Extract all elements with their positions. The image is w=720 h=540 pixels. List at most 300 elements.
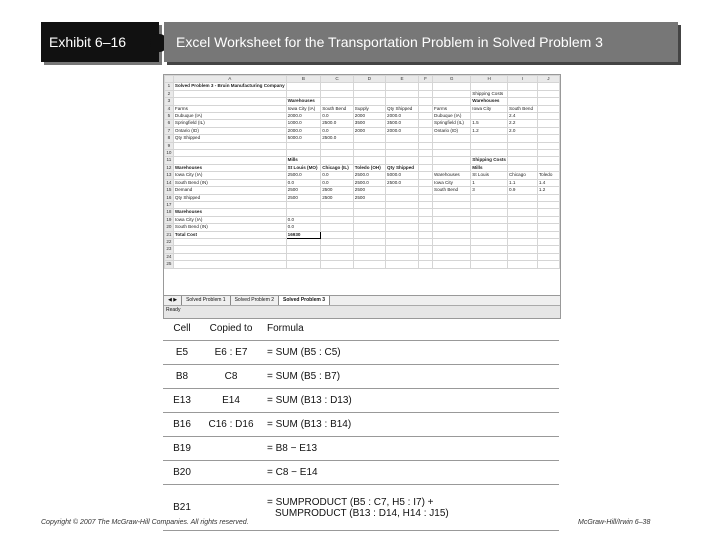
row-header[interactable]: 17 — [166, 201, 172, 207]
tab-nav-arrows[interactable]: ◀ ▶ — [164, 296, 182, 305]
sheet-cell[interactable] — [471, 209, 508, 216]
sheet-cell[interactable] — [418, 135, 432, 142]
sheet-cell[interactable]: Chicago — [507, 172, 537, 179]
sheet-cell[interactable] — [321, 150, 354, 157]
sheet-cell[interactable]: 2000.0 — [386, 127, 419, 134]
row-header[interactable]: 20 — [166, 224, 172, 230]
sheet-cell[interactable]: Iowa City — [471, 105, 508, 112]
sheet-cell[interactable] — [433, 261, 471, 268]
sheet-cell[interactable] — [418, 194, 432, 201]
column-header[interactable]: D — [353, 76, 385, 83]
sheet-cell[interactable] — [537, 142, 559, 149]
sheet-cell[interactable] — [173, 150, 286, 157]
sheet-cell[interactable] — [537, 209, 559, 216]
sheet-cell[interactable] — [507, 135, 537, 142]
sheet-cell[interactable]: Qty Shipped — [386, 164, 419, 171]
sheet-cell[interactable]: Shipping Costs — [472, 157, 506, 163]
sheet-cell[interactable] — [353, 224, 385, 231]
sheet-cell[interactable]: 2500.0 — [286, 172, 321, 179]
sheet-cell[interactable] — [321, 224, 354, 231]
sheet-cell[interactable] — [507, 261, 537, 268]
formula-copied-to — [201, 461, 261, 485]
sheet-cell[interactable]: Iowa City — [433, 179, 471, 186]
row-header[interactable]: 7 — [165, 127, 174, 134]
sheet-row — [165, 98, 560, 105]
column-header[interactable]: J — [537, 76, 559, 83]
sheet-cell[interactable] — [433, 216, 471, 223]
row-header[interactable]: 1 — [165, 83, 174, 90]
sheet-cell[interactable]: Warehouses — [433, 172, 471, 179]
sheet-cell[interactable] — [321, 209, 354, 216]
sheet-cell[interactable] — [418, 98, 432, 105]
sheet-cell[interactable] — [471, 224, 508, 231]
sheet-cell[interactable] — [537, 83, 559, 90]
sheet-cell[interactable] — [537, 164, 559, 171]
sheet-cell[interactable]: 2500 — [353, 194, 385, 201]
sheet-cell[interactable] — [537, 261, 559, 268]
sheet-cell[interactable]: 2500 — [321, 187, 354, 194]
sheet-cell[interactable] — [433, 246, 471, 253]
sheet-cell[interactable] — [286, 90, 321, 97]
sheet-cell[interactable] — [353, 98, 385, 105]
sheet-cell[interactable]: Iowa City (IA) — [173, 172, 286, 179]
sheet-cell[interactable]: Toledo (OH) — [353, 164, 385, 171]
sheet-cell[interactable] — [173, 98, 286, 105]
sheet-cell[interactable] — [386, 90, 419, 97]
sheet-cell[interactable] — [173, 157, 286, 164]
column-header[interactable]: B — [286, 76, 321, 83]
sheet-cell[interactable] — [471, 261, 508, 268]
sheet-cell[interactable]: 16930 — [286, 231, 321, 238]
sheet-cell[interactable] — [386, 98, 419, 105]
sheet-cell[interactable] — [353, 135, 385, 142]
sheet-cell[interactable]: 2.4 — [507, 113, 537, 120]
row-header[interactable]: 16 — [166, 194, 172, 200]
sheet-cell[interactable]: 2000.0 — [386, 113, 419, 120]
sheet-cell[interactable] — [386, 187, 419, 194]
sheet-cell[interactable] — [173, 142, 286, 149]
sheet-cell[interactable] — [321, 246, 354, 253]
sheet-cell[interactable]: South Bend (IN) — [173, 224, 286, 231]
sheet-cell[interactable]: 0.0 — [286, 179, 321, 186]
sheet-cell[interactable] — [418, 224, 432, 231]
sheet-cell[interactable] — [418, 142, 432, 149]
sheet-tab[interactable]: Solved Problem 1 — [182, 296, 230, 305]
row-header[interactable]: 3 — [165, 98, 174, 105]
row-header[interactable]: 9 — [165, 142, 174, 149]
sheet-cell[interactable] — [507, 157, 537, 164]
sheet-cell[interactable] — [537, 135, 559, 142]
row-header[interactable]: 2 — [165, 90, 174, 97]
sheet-cell[interactable] — [386, 209, 419, 216]
sheet-cell[interactable] — [386, 224, 419, 231]
sheet-cell[interactable]: Farms — [173, 105, 286, 112]
row-header[interactable]: 22 — [166, 238, 172, 244]
sheet-cell[interactable] — [507, 150, 537, 157]
row-header[interactable]: 18 — [166, 209, 172, 215]
sheet-cell[interactable] — [471, 253, 508, 260]
column-header[interactable]: F — [418, 76, 432, 83]
sheet-cell[interactable] — [433, 201, 471, 208]
sheet-cell[interactable]: 2500 — [321, 194, 354, 201]
column-header[interactable]: E — [386, 76, 419, 83]
sheet-cell[interactable] — [321, 253, 354, 260]
sheet-cell[interactable]: St Louis — [471, 172, 508, 179]
sheet-cell[interactable] — [433, 209, 471, 216]
sheet-cell[interactable]: 3500.0 — [386, 120, 419, 127]
sheet-cell[interactable]: 2000 — [353, 113, 385, 120]
sheet-cell[interactable] — [418, 201, 432, 208]
sheet-cell[interactable]: 3500 — [353, 120, 385, 127]
sheet-cell[interactable] — [321, 231, 354, 238]
sheet-cell[interactable]: Shipping Costs — [471, 90, 508, 97]
row-header[interactable]: 6 — [165, 120, 174, 127]
sheet-cell[interactable] — [418, 179, 432, 186]
sheet-cell[interactable]: 0.0 — [321, 179, 354, 186]
row-header[interactable]: 14 — [166, 179, 172, 185]
sheet-cell[interactable] — [471, 194, 508, 201]
sheet-cell[interactable] — [433, 238, 471, 245]
sheet-cell[interactable] — [537, 246, 559, 253]
sheet-cell[interactable]: 2500 — [286, 194, 321, 201]
sheet-cell[interactable] — [433, 83, 471, 90]
sheet-cell[interactable] — [173, 261, 286, 268]
sheet-cell[interactable] — [386, 194, 419, 201]
sheet-cell[interactable] — [471, 201, 508, 208]
sheet-cell[interactable]: 5000.0 — [286, 135, 321, 142]
sheet-cell[interactable] — [471, 135, 508, 142]
sheet-cell[interactable] — [537, 216, 559, 223]
sheet-cell[interactable]: 2500 — [286, 187, 321, 194]
sheet-cell[interactable] — [353, 231, 385, 238]
sheet-cell[interactable]: 0.0 — [321, 113, 354, 120]
sheet-cell[interactable] — [471, 83, 508, 90]
sheet-cell[interactable] — [173, 90, 286, 97]
sheet-cell[interactable]: 0.0 — [286, 216, 321, 223]
sheet-row — [165, 120, 560, 127]
sheet-cell[interactable] — [386, 150, 419, 157]
sheet-cell[interactable]: 1.2 — [471, 127, 508, 134]
sheet-tab-active[interactable]: Solved Problem 3 — [279, 296, 330, 305]
sheet-cell[interactable]: Chicago (IL) — [321, 164, 354, 171]
sheet-cell[interactable] — [507, 238, 537, 245]
sheet-cell[interactable]: 5000.0 — [386, 172, 419, 179]
sheet-cell[interactable] — [471, 142, 508, 149]
sheet-cell[interactable] — [418, 261, 432, 268]
sheet-cell[interactable] — [173, 201, 286, 208]
sheet-cell[interactable] — [418, 150, 432, 157]
sheet-cell[interactable] — [418, 187, 432, 194]
sheet-cell[interactable] — [321, 216, 354, 223]
row-header[interactable]: 10 — [166, 150, 172, 156]
sheet-cell[interactable]: Farms — [433, 105, 471, 112]
sheet-cell[interactable] — [386, 238, 419, 245]
sheet-cell[interactable]: 0.9 — [507, 187, 537, 194]
sheet-cell[interactable] — [418, 209, 432, 216]
sheet-cell[interactable]: 1000.0 — [286, 120, 321, 127]
sheet-cell[interactable] — [386, 83, 419, 90]
row-header[interactable]: 13 — [166, 172, 172, 178]
sheet-cell[interactable] — [433, 164, 471, 171]
sheet-cell[interactable]: Qty Shipped — [173, 194, 286, 201]
row-header[interactable]: 11 — [165, 157, 174, 164]
sheet-cell[interactable] — [471, 150, 508, 157]
sheet-cell[interactable]: 2000 — [353, 127, 385, 134]
sheet-cell[interactable] — [418, 113, 432, 120]
sheet-cell[interactable] — [173, 238, 286, 245]
sheet-row — [165, 83, 560, 90]
sheet-cell[interactable] — [507, 98, 537, 105]
sheet-cell[interactable] — [321, 157, 354, 164]
sheet-cell[interactable] — [353, 216, 385, 223]
sheet-cell[interactable] — [286, 209, 321, 216]
sheet-cell[interactable] — [418, 172, 432, 179]
sheet-cell[interactable]: 2500.0 — [386, 179, 419, 186]
sheet-cell[interactable] — [537, 113, 559, 120]
formula-line: = B8 − E13 — [267, 443, 318, 454]
sheet-cell[interactable]: 2.0 — [507, 127, 537, 134]
sheet-cell[interactable] — [433, 135, 471, 142]
row-header[interactable]: 23 — [166, 246, 172, 252]
column-header[interactable]: I — [507, 76, 537, 83]
sheet-cell[interactable] — [386, 231, 419, 238]
row-header[interactable]: 24 — [166, 253, 172, 259]
sheet-cell[interactable] — [537, 127, 559, 134]
sheet-cell[interactable] — [433, 157, 471, 164]
sheet-cell[interactable] — [353, 238, 385, 245]
sheet-cell[interactable]: South Bend — [433, 187, 471, 194]
sheet-cell[interactable] — [353, 261, 385, 268]
row-header[interactable]: 12 — [166, 164, 172, 170]
sheet-cell[interactable] — [418, 105, 432, 112]
sheet-cell[interactable]: Ontario (ID) — [433, 127, 471, 134]
sheet-cell[interactable] — [507, 142, 537, 149]
sheet-cell[interactable] — [321, 98, 354, 105]
sheet-cell[interactable] — [418, 164, 432, 171]
formula-copied-to: E14 — [201, 389, 261, 413]
column-header[interactable]: A — [173, 76, 286, 83]
sheet-cell[interactable] — [433, 224, 471, 231]
sheet-cell[interactable] — [507, 253, 537, 260]
sheet-cell[interactable] — [537, 238, 559, 245]
sheet-cell[interactable] — [173, 246, 286, 253]
sheet-cell[interactable] — [321, 83, 354, 90]
sheet-cell[interactable] — [353, 253, 385, 260]
sheet-cell[interactable] — [537, 224, 559, 231]
sheet-cell[interactable]: South Bend (IN) — [173, 179, 286, 186]
sheet-cell[interactable] — [537, 194, 559, 201]
sheet-cell[interactable]: 2000.0 — [286, 113, 321, 120]
sheet-row — [165, 209, 560, 216]
sheet-cell[interactable] — [507, 90, 537, 97]
sheet-cell[interactable] — [353, 142, 385, 149]
sheet-cell[interactable] — [418, 253, 432, 260]
sheet-cell[interactable]: 1.5 — [471, 120, 508, 127]
sheet-cell[interactable]: Warehouses — [173, 209, 286, 216]
sheet-cell[interactable] — [286, 150, 321, 157]
sheet-cell[interactable] — [537, 98, 559, 105]
sheet-cell[interactable] — [537, 90, 559, 97]
sheet-cell[interactable] — [418, 120, 432, 127]
sheet-cell[interactable] — [286, 142, 321, 149]
sheet-cell[interactable]: Demand — [173, 187, 286, 194]
sheet-cell[interactable]: 2000.0 — [286, 127, 321, 134]
sheet-cell[interactable]: 2500.0 — [321, 120, 354, 127]
sheet-cell[interactable] — [507, 83, 537, 90]
sheet-cell[interactable] — [507, 231, 537, 238]
sheet-cell[interactable]: 2500.0 — [353, 179, 385, 186]
sheet-cell[interactable]: 1 — [471, 179, 508, 186]
sheet-cell[interactable] — [507, 209, 537, 216]
sheet-cell[interactable] — [507, 216, 537, 223]
sheet-cell[interactable]: South Bend — [321, 105, 354, 112]
sheet-cell[interactable]: Toledo — [537, 172, 559, 179]
sheet-cell[interactable] — [471, 238, 508, 245]
sheet-cell[interactable]: 2.2 — [507, 120, 537, 127]
sheet-cell[interactable] — [321, 90, 354, 97]
column-header[interactable]: H — [471, 76, 508, 83]
sheet-cell[interactable]: Warehouses — [286, 98, 321, 105]
sheet-cell[interactable] — [286, 261, 321, 268]
row-header[interactable]: 21 — [166, 231, 172, 237]
sheet-cell[interactable] — [507, 246, 537, 253]
sheet-cell[interactable] — [537, 150, 559, 157]
sheet-cell[interactable]: Mills — [471, 164, 508, 171]
sheet-cell[interactable]: St Louis (MO) — [286, 164, 321, 171]
column-header[interactable]: G — [433, 76, 471, 83]
sheet-cell[interactable]: 1.4 — [537, 179, 559, 186]
sheet-cell[interactable] — [537, 105, 559, 112]
sheet-cell[interactable]: Ontario (ID) — [173, 127, 286, 134]
sheet-cell[interactable] — [386, 261, 419, 268]
sheet-cell[interactable] — [507, 164, 537, 171]
sheet-cell[interactable]: 1.2 — [537, 187, 559, 194]
sheet-cell[interactable] — [537, 201, 559, 208]
sheet-cell[interactable] — [321, 238, 354, 245]
sheet-cell[interactable] — [418, 216, 432, 223]
sheet-cell[interactable] — [433, 253, 471, 260]
row-header[interactable]: 8 — [165, 135, 174, 142]
sheet-cell[interactable] — [418, 157, 432, 164]
sheet-cell[interactable] — [471, 216, 508, 223]
sheet-cell[interactable]: Supply — [353, 105, 385, 112]
sheet-cell[interactable] — [386, 157, 419, 164]
sheet-cell[interactable]: Warehouses — [173, 164, 286, 171]
row-header[interactable]: 15 — [166, 187, 172, 193]
sheet-cell[interactable] — [433, 194, 471, 201]
sheet-cell[interactable] — [418, 127, 432, 134]
sheet-cell[interactable]: Springfield (IL) — [173, 120, 286, 127]
excel-worksheet — [163, 74, 561, 319]
sheet-cell[interactable]: Dubuque (IA) — [433, 113, 471, 120]
sheet-cell[interactable] — [471, 231, 508, 238]
sheet-cell[interactable] — [286, 201, 321, 208]
sheet-cell[interactable] — [353, 209, 385, 216]
sheet-cell[interactable] — [353, 201, 385, 208]
sheet-cell[interactable] — [507, 201, 537, 208]
row-header[interactable]: 5 — [165, 113, 174, 120]
sheet-cell[interactable] — [418, 83, 432, 90]
sheet-cell[interactable] — [433, 142, 471, 149]
sheet-cell[interactable] — [386, 253, 419, 260]
sheet-cell[interactable] — [386, 135, 419, 142]
sheet-cell[interactable] — [353, 157, 385, 164]
sheet-cell[interactable] — [286, 253, 321, 260]
sheet-cell[interactable] — [286, 83, 321, 90]
sheet-cell[interactable] — [286, 238, 321, 245]
sheet-cell[interactable]: 0.0 — [321, 127, 354, 134]
sheet-cell[interactable]: Iowa City (IA) — [286, 105, 321, 112]
sheet-cell[interactable] — [433, 231, 471, 238]
sheet-cell[interactable]: 3 — [471, 187, 508, 194]
sheet-cell[interactable] — [418, 90, 432, 97]
sheet-cell[interactable] — [537, 231, 559, 238]
sheet-cell[interactable]: 2500.0 — [353, 172, 385, 179]
sheet-cell[interactable]: Springfield (IL) — [433, 120, 471, 127]
sheet-cell[interactable] — [507, 224, 537, 231]
sheet-cell[interactable] — [321, 261, 354, 268]
sheet-cell[interactable] — [433, 150, 471, 157]
sheet-cell[interactable]: 2500.0 — [321, 135, 354, 142]
sheet-row — [165, 216, 560, 223]
sheet-cell[interactable] — [507, 194, 537, 201]
sheet-cell[interactable] — [286, 246, 321, 253]
sheet-cell[interactable] — [418, 246, 432, 253]
sheet-cell[interactable] — [418, 231, 432, 238]
sheet-cell[interactable] — [418, 238, 432, 245]
sheet-cell[interactable]: Solved Problem 3 - Bruin Manufacturing Company — [174, 83, 285, 89]
row-header[interactable]: 4 — [165, 105, 174, 112]
row-header[interactable]: 25 — [166, 261, 172, 267]
sheet-cell[interactable] — [386, 201, 419, 208]
sheet-cell[interactable] — [321, 201, 354, 208]
sheet-cell[interactable]: Qty Shipped — [386, 105, 419, 112]
sheet-cell[interactable] — [353, 90, 385, 97]
sheet-cell[interactable]: Total Cost — [173, 231, 286, 238]
sheet-tab[interactable]: Solved Problem 2 — [231, 296, 279, 305]
column-header[interactable]: C — [321, 76, 354, 83]
sheet-cell[interactable] — [433, 98, 471, 105]
sheet-cell[interactable] — [386, 246, 419, 253]
sheet-cell[interactable] — [353, 150, 385, 157]
sheet-cell[interactable]: Qty Shipped — [173, 135, 286, 142]
sheet-cell[interactable] — [321, 142, 354, 149]
sheet-cell[interactable]: Iowa City (IA) — [173, 216, 286, 223]
sheet-cell[interactable] — [471, 246, 508, 253]
sheet-cell[interactable]: South Bend — [507, 105, 537, 112]
sheet-cell[interactable]: 1.1 — [507, 179, 537, 186]
column-header[interactable] — [165, 76, 174, 83]
sheet-row — [165, 113, 560, 120]
sheet-cell[interactable]: 2500 — [353, 187, 385, 194]
sheet-cell[interactable]: Dubuque (IA) — [173, 113, 286, 120]
sheet-cell[interactable] — [353, 83, 385, 90]
sheet-cell[interactable] — [386, 142, 419, 149]
sheet-cell[interactable]: Warehouses — [471, 98, 508, 105]
sheet-cell[interactable] — [173, 253, 286, 260]
sheet-cell[interactable] — [537, 120, 559, 127]
sheet-cell[interactable] — [471, 113, 508, 120]
sheet-cell[interactable] — [433, 90, 471, 97]
sheet-cell[interactable] — [386, 216, 419, 223]
sheet-cell[interactable] — [537, 157, 559, 164]
sheet-cell[interactable] — [537, 253, 559, 260]
sheet-cell[interactable]: 0.0 — [286, 224, 321, 231]
row-header[interactable]: 19 — [166, 216, 172, 222]
sheet-cell[interactable]: Mills — [286, 157, 321, 164]
sheet-cell[interactable] — [353, 246, 385, 253]
sheet-cell[interactable]: 0.0 — [321, 172, 354, 179]
